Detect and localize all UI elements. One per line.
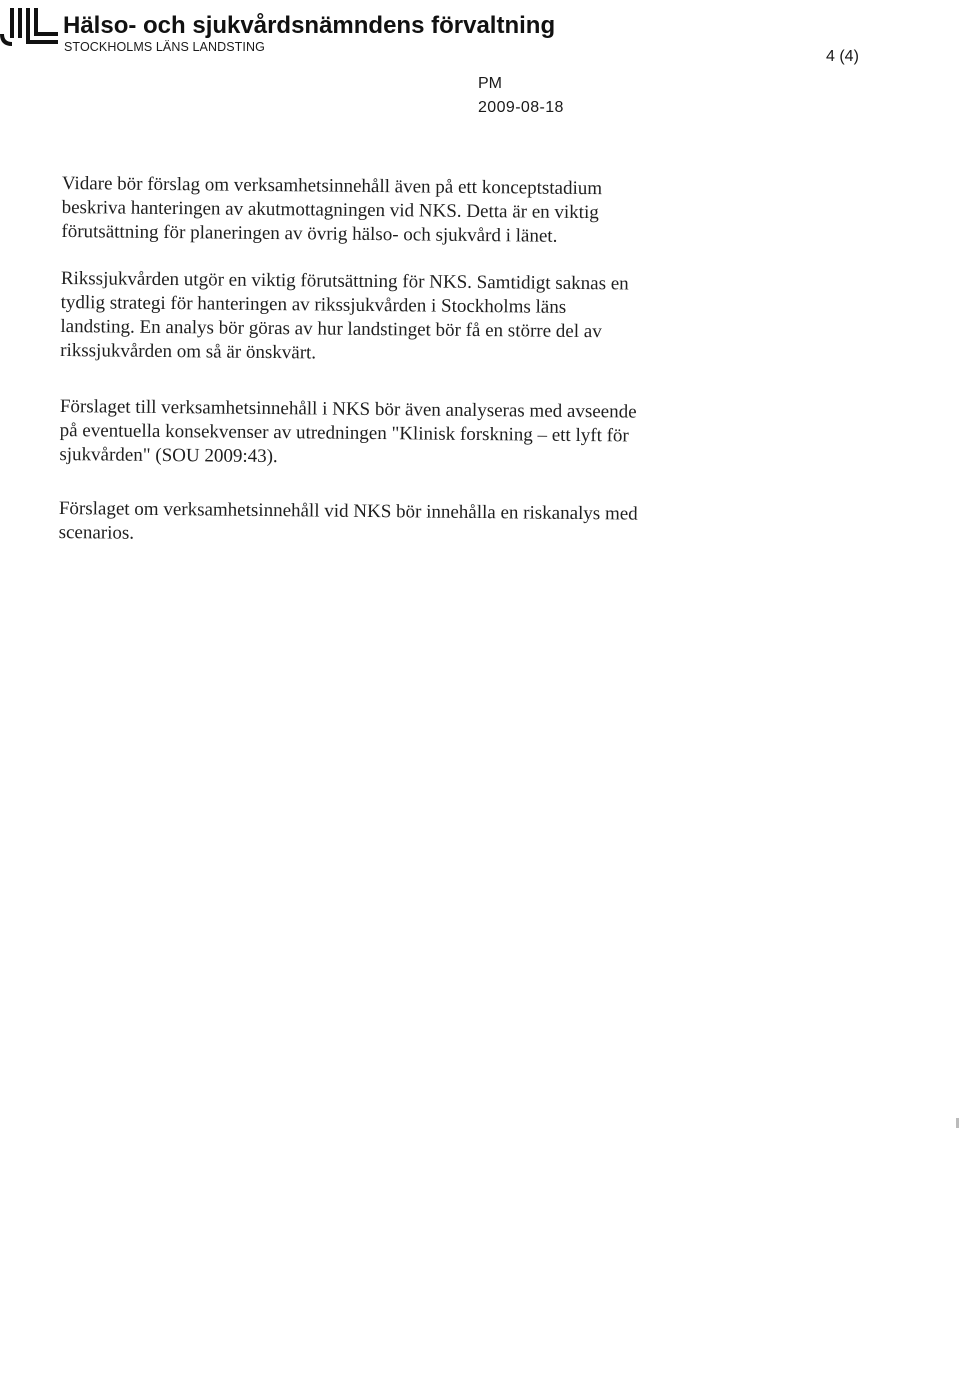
paragraph-1 (61, 172, 602, 249)
paragraph-line: Förslaget om verksamhetsinnehåll vid NKS bör innehålla en riskanalys med (58, 497, 638, 525)
paragraph-line: Vidare bör förslag om verksamhetsinnehåll även på ett konceptstadium (61, 172, 603, 200)
paragraph-line: förutsättning för planeringen av övrig hälso- och sjukvård i länet. (61, 220, 558, 247)
paragraph-line: sjukvården" (SOU 2009:43). (59, 443, 278, 468)
paragraph-line: tydlig strategi för hanteringen av rikssjukvården i Stockholms läns (60, 291, 567, 318)
page-number: 4 (4) (826, 48, 859, 65)
paragraph-line: Rikssjukvården utgör en viktig förutsättning för NKS. Samtidigt saknas en (60, 267, 629, 295)
document-type: PM (478, 75, 502, 92)
organization-name: Hälso- och sjukvårdsnämndens förvaltning (63, 12, 556, 39)
paragraph-3 (59, 395, 636, 473)
scan-mark (956, 1118, 959, 1128)
document-date: 2009-08-18 (478, 99, 564, 116)
paragraph-2 (60, 267, 629, 368)
paragraph-line: på eventuella konsekvenser av utredningen "Klinisk forskning – ett lyft för (59, 419, 629, 447)
paragraph-4 (59, 497, 638, 551)
sll-logo-icon (0, 6, 58, 48)
paragraph-line: landsting. En analys bör göras av hur landstinget bör få en större del av (60, 315, 602, 343)
organization-subtitle: STOCKHOLMS LÄNS LANDSTING (64, 40, 265, 54)
paragraph-line: Förslaget till verksamhetsinnehåll i NKS bör även analyseras med avseende (59, 395, 637, 423)
paragraph-line: beskriva hanteringen av akutmottagningen vid NKS. Detta är en viktig (61, 196, 599, 224)
paragraph-line: rikssjukvården om så är önskvärt. (60, 339, 317, 364)
paragraph-line: scenarios. (58, 521, 135, 544)
